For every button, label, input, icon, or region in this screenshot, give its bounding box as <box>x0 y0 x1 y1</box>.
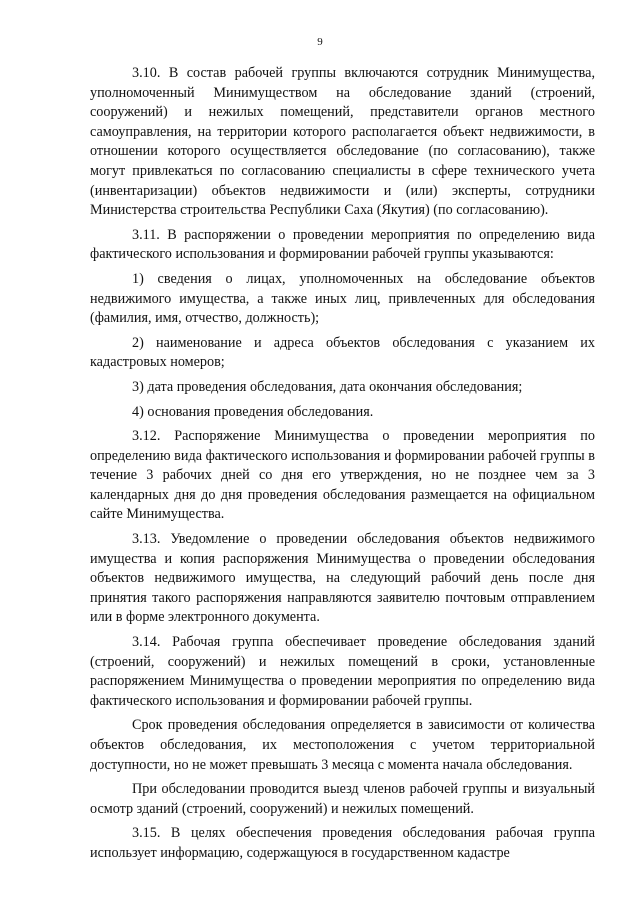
document-body <box>90 64 595 869</box>
list-item-4: 4) основания проведения обследования. <box>132 403 374 420</box>
paragraph-3-13: 3.13. Уведомление о проведении обследования объектов недвижимого имущества и копия распоряжения Минимущества о проведении обследования объектов недвижимого имущества, на следующий рабочий день после дня принятия такого распоряжения направляются заявителю почтовым отправлением или в форме электронного документа. <box>90 531 595 626</box>
paragraph-survey-visit: При обследовании проводится выезд членов рабочей группы и визуальный осмотр зданий (строений, сооружений) и нежилых помещений. <box>90 781 595 817</box>
paragraph-3-11: 3.11. В распоряжении о проведении мероприятия по определению вида фактического использования и формировании рабочей группы указываются: <box>90 226 595 263</box>
list-item-1: 1) сведения о лицах, уполномоченных на обследование объектов недвижимого имущества, а также иных лиц, привлеченных для обследования (фамилия, имя, отчество, должность); <box>90 270 595 327</box>
paragraph-survey-term: Срок проведения обследования определяется в зависимости от количества объектов обследования, их местоположения с учетом территориальной доступности, но не может превышать 3 месяца с момента начала обследования. <box>90 717 595 773</box>
paragraph-3-15: 3.15. В целях обеспечения проведения обследования рабочая группа использует информацию, содержащуюся в государственном кадастре <box>90 825 595 861</box>
list-item-2: 2) наименование и адреса объектов обследования с указанием их кадастровых номеров; <box>90 334 595 371</box>
list-item-3: 3) дата проведения обследования, дата окончания обследования; <box>132 378 523 395</box>
paragraph-3-14: 3.14. Рабочая группа обеспечивает проведение обследования зданий (строений, сооружений) и нежилых помещений в сроки, установленные распоряжением Минимущества о проведении мероприятия по определению вида фактического использования и формировании рабочей группы. <box>90 634 595 709</box>
paragraph-3-10: 3.10. В состав рабочей группы включаются сотрудник Минимущества, уполномоченный Минимуществом на обследование зданий (строений, сооружений) и нежилых помещений, представители органов местного самоуправления, на территории которого располагается объект недвижимости, в отношении которого осуществляется обследование (по согласованию), также могут привлекаться по согласованию специалисты в сфере технического учета (инвентаризации) объектов недвижимости и (или) эксперты, сотрудники Министерства строительства Республики Саха (Якутия) (по согласованию). <box>90 65 595 219</box>
page-number: 9 <box>317 36 323 48</box>
paragraph-3-12: 3.12. Распоряжение Минимущества о проведении мероприятия по определению вида фактического использования и формировании рабочей группы в течение 3 рабочих дней со дня его утверждения, но не позднее чем за 3 календарных дня до дня проведения обследования размещается на официальном сайте Минимущества. <box>90 428 595 523</box>
